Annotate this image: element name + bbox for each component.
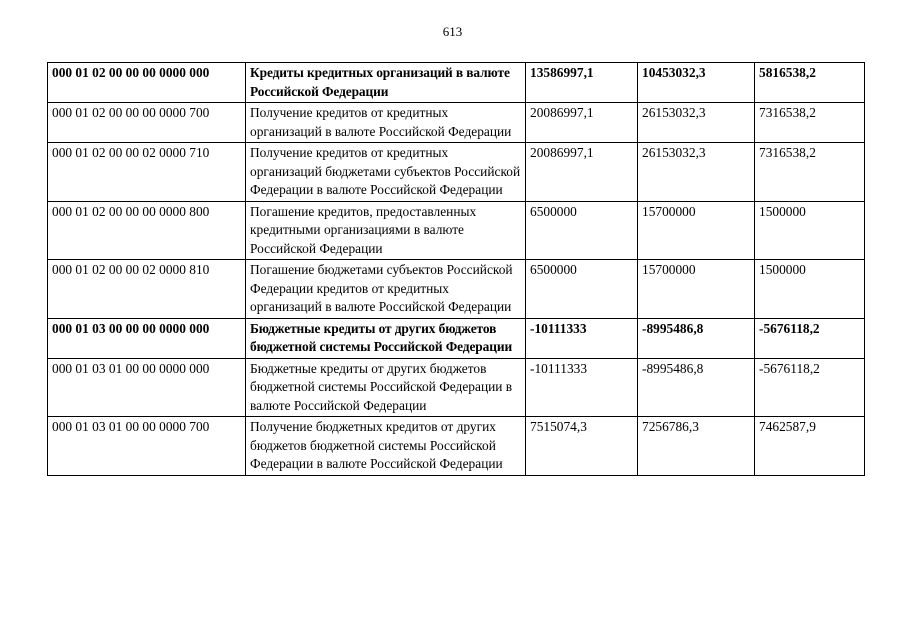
table-row bbox=[48, 63, 865, 103]
value-cell-2: -8995486,8 bbox=[638, 318, 755, 358]
row-name-cell: Получение кредитов от кредитных организаций бюджетами субъектов Российской Федерации в валюте Российской Федерации bbox=[246, 143, 526, 202]
value-cell-1: 6500000 bbox=[526, 201, 638, 260]
value-cell-3: 1500000 bbox=[755, 260, 865, 319]
value-cell-2: 15700000 bbox=[638, 260, 755, 319]
budget-code-cell: 000 01 03 00 00 00 0000 000 bbox=[48, 318, 246, 358]
value-cell-1: 6500000 bbox=[526, 260, 638, 319]
row-name-cell: Бюджетные кредиты от других бюджетов бюджетной системы Российской Федерации в валюте Российской Федерации bbox=[246, 358, 526, 417]
budget-code-cell: 000 01 02 00 00 00 0000 000 bbox=[48, 63, 246, 103]
budget-code-cell: 000 01 02 00 00 00 0000 800 bbox=[48, 201, 246, 260]
budget-code-cell: 000 01 02 00 00 02 0000 810 bbox=[48, 260, 246, 319]
value-cell-3: -5676118,2 bbox=[755, 318, 865, 358]
row-name-cell: Погашение кредитов, предоставленных кредитными организациями в валюте Российской Федерации bbox=[246, 201, 526, 260]
row-name-cell: Погашение бюджетами субъектов Российской Федерации кредитов от кредитных организаций в валюте Российской Федерации bbox=[246, 260, 526, 319]
value-cell-3: 7316538,2 bbox=[755, 143, 865, 202]
row-name-cell: Получение бюджетных кредитов от других бюджетов бюджетной системы Российской Федерации в валюте Российской Федерации bbox=[246, 417, 526, 476]
budget-code-cell: 000 01 03 01 00 00 0000 000 bbox=[48, 358, 246, 417]
table-row bbox=[48, 143, 865, 202]
value-cell-3: 5816538,2 bbox=[755, 63, 865, 103]
value-cell-1: -10111333 bbox=[526, 318, 638, 358]
value-cell-1: 20086997,1 bbox=[526, 103, 638, 143]
table-row bbox=[48, 417, 865, 476]
value-cell-1: 13586997,1 bbox=[526, 63, 638, 103]
value-cell-2: 7256786,3 bbox=[638, 417, 755, 476]
value-cell-1: -10111333 bbox=[526, 358, 638, 417]
value-cell-3: 7462587,9 bbox=[755, 417, 865, 476]
value-cell-2: 26153032,3 bbox=[638, 103, 755, 143]
table-row bbox=[48, 358, 865, 417]
row-name-cell: Получение кредитов от кредитных организаций в валюте Российской Федерации bbox=[246, 103, 526, 143]
budget-sources-table bbox=[47, 62, 865, 476]
value-cell-1: 7515074,3 bbox=[526, 417, 638, 476]
table-row bbox=[48, 103, 865, 143]
value-cell-2: 15700000 bbox=[638, 201, 755, 260]
table-row bbox=[48, 201, 865, 260]
value-cell-3: 1500000 bbox=[755, 201, 865, 260]
table-row bbox=[48, 260, 865, 319]
value-cell-2: -8995486,8 bbox=[638, 358, 755, 417]
row-name-cell: Кредиты кредитных организаций в валюте Российской Федерации bbox=[246, 63, 526, 103]
page-number: 613 bbox=[442, 24, 463, 39]
budget-code-cell: 000 01 02 00 00 00 0000 700 bbox=[48, 103, 246, 143]
value-cell-2: 26153032,3 bbox=[638, 143, 755, 202]
value-cell-3: 7316538,2 bbox=[755, 103, 865, 143]
value-cell-3: -5676118,2 bbox=[755, 358, 865, 417]
budget-code-cell: 000 01 02 00 00 02 0000 710 bbox=[48, 143, 246, 202]
value-cell-2: 10453032,3 bbox=[638, 63, 755, 103]
row-name-cell: Бюджетные кредиты от других бюджетов бюджетной системы Российской Федерации bbox=[246, 318, 526, 358]
table-row bbox=[48, 318, 865, 358]
value-cell-1: 20086997,1 bbox=[526, 143, 638, 202]
budget-code-cell: 000 01 03 01 00 00 0000 700 bbox=[48, 417, 246, 476]
